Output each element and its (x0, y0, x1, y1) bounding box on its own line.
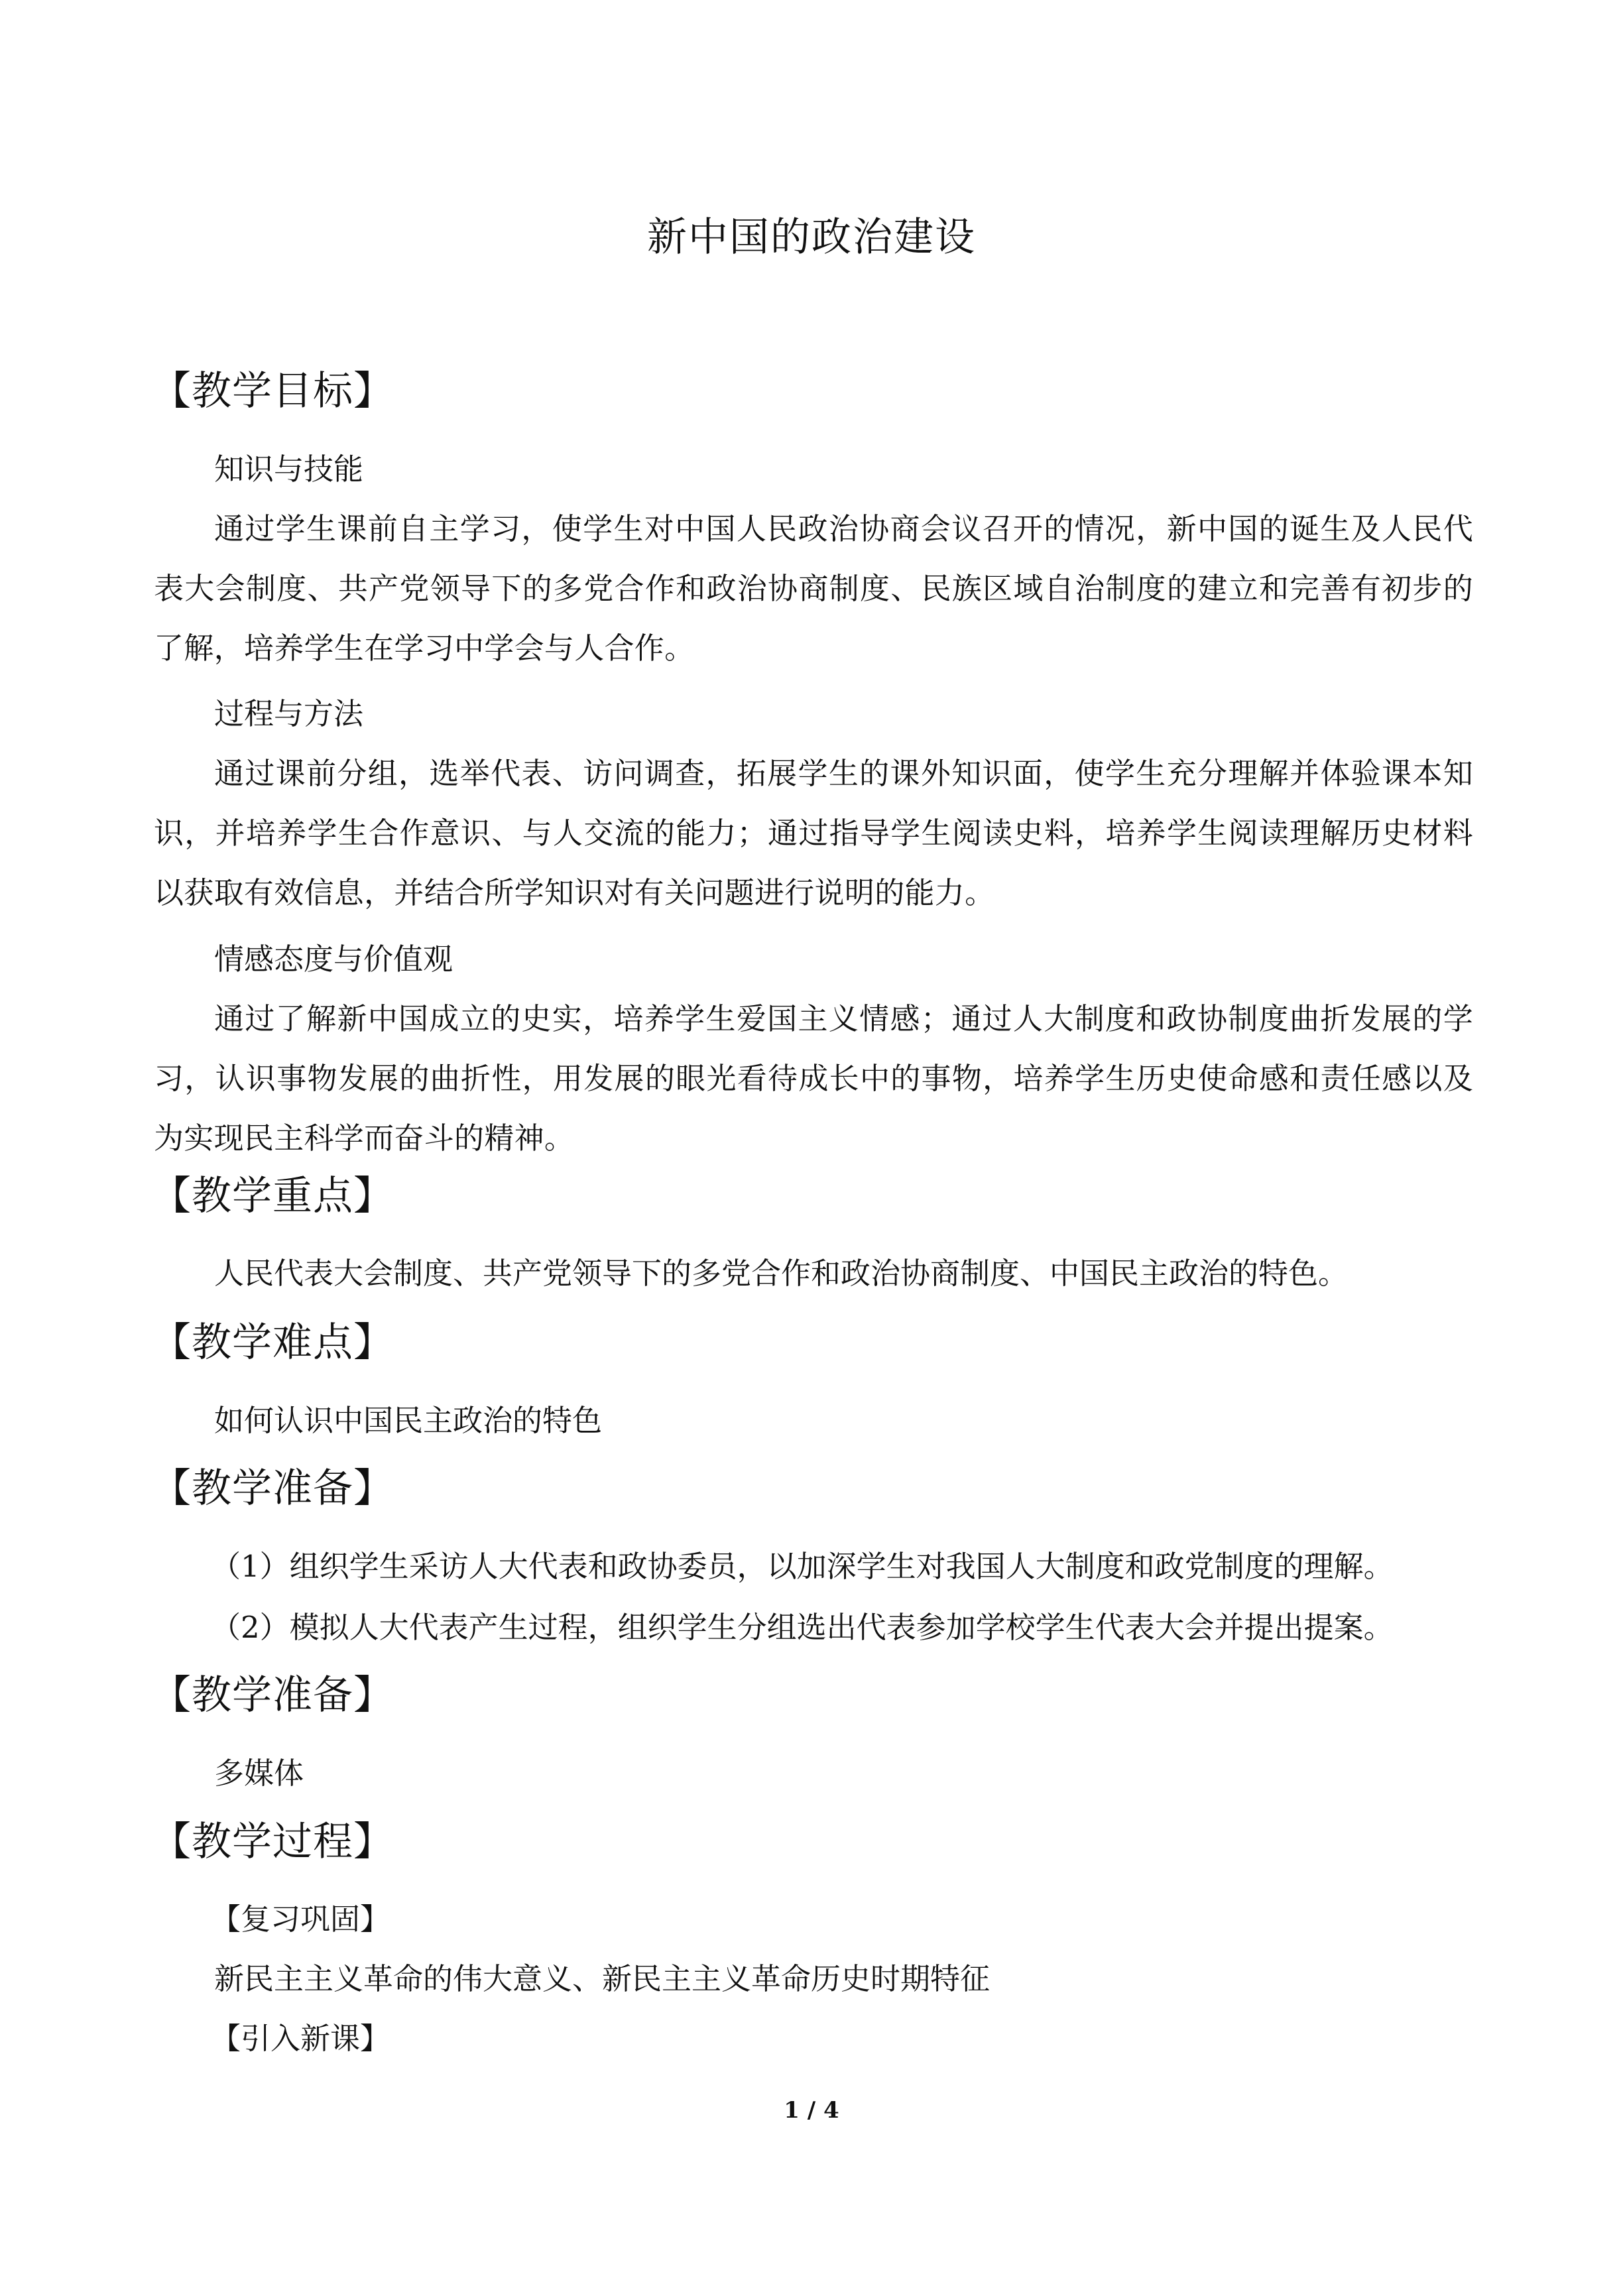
heading-teaching-process: 【教学过程】 (151, 1819, 394, 1865)
label-emotion-values: 情感态度与价值观 (214, 941, 453, 977)
document-title: 新中国的政治建设 (647, 214, 976, 261)
label-introduction: 【引入新课】 (211, 2021, 391, 2056)
heading-preparation-2: 【教学准备】 (151, 1672, 394, 1719)
heading-preparation-1: 【教学准备】 (151, 1465, 394, 1512)
heading-key-points: 【教学重点】 (151, 1173, 394, 1219)
paragraph-review: 新民主主义革命的伟大意义、新民主主义革命历史时期特征 (214, 1961, 991, 1996)
paragraph-difficulties: 如何认识中国民主政治的特色 (214, 1403, 603, 1438)
paragraph-multimedia: 多媒体 (214, 1756, 304, 1791)
preparation-item-2: （2）模拟人大代表产生过程，组织学生分组选出代表参加学校学生代表大会并提出提案。 (211, 1610, 1394, 1645)
heading-difficulties: 【教学难点】 (151, 1319, 394, 1366)
preparation-item-1: （1）组织学生采访人大代表和政协委员，以加深学生对我国人大制度和政党制度的理解。 (211, 1549, 1394, 1584)
paragraph-knowledge: 通过学生课前自主学习，使学生对中国人民政治协商会议召开的情况，新中国的诞生及人民代表大会制度、共产党领导下的多党合作和政治协商制度、民族区域自治制度的建立和完善有初步的了解，培养学生在学习中学会与人合作。 (154, 511, 1473, 666)
label-process-method: 过程与方法 (214, 696, 364, 731)
page-number: 1 / 4 (784, 2097, 839, 2124)
label-knowledge: 知识与技能 (214, 452, 364, 487)
paragraph-emotion-values: 通过了解新中国成立的史实，培养学生爱国主义情感；通过人大制度和政协制度曲折发展的学习，认识事物发展的曲折性，用发展的眼光看待成长中的事物，培养学生历史使命感和责任感以及为实现民主科学而奋斗的精神。 (154, 1001, 1473, 1156)
label-review: 【复习巩固】 (211, 1902, 391, 1937)
paragraph-process-method: 通过课前分组，选举代表、访问调查，拓展学生的课外知识面，使学生充分理解并体验课本知识，并培养学生合作意识、与人交流的能力；通过指导学生阅读史料，培养学生阅读理解历史材料以获取有效信息，并结合所学知识对有关问题进行说明的能力。 (154, 756, 1473, 910)
paragraph-key-points: 人民代表大会制度、共产党领导下的多党合作和政治协商制度、中国民主政治的特色。 (214, 1256, 1349, 1291)
heading-objectives: 【教学目标】 (151, 368, 394, 414)
